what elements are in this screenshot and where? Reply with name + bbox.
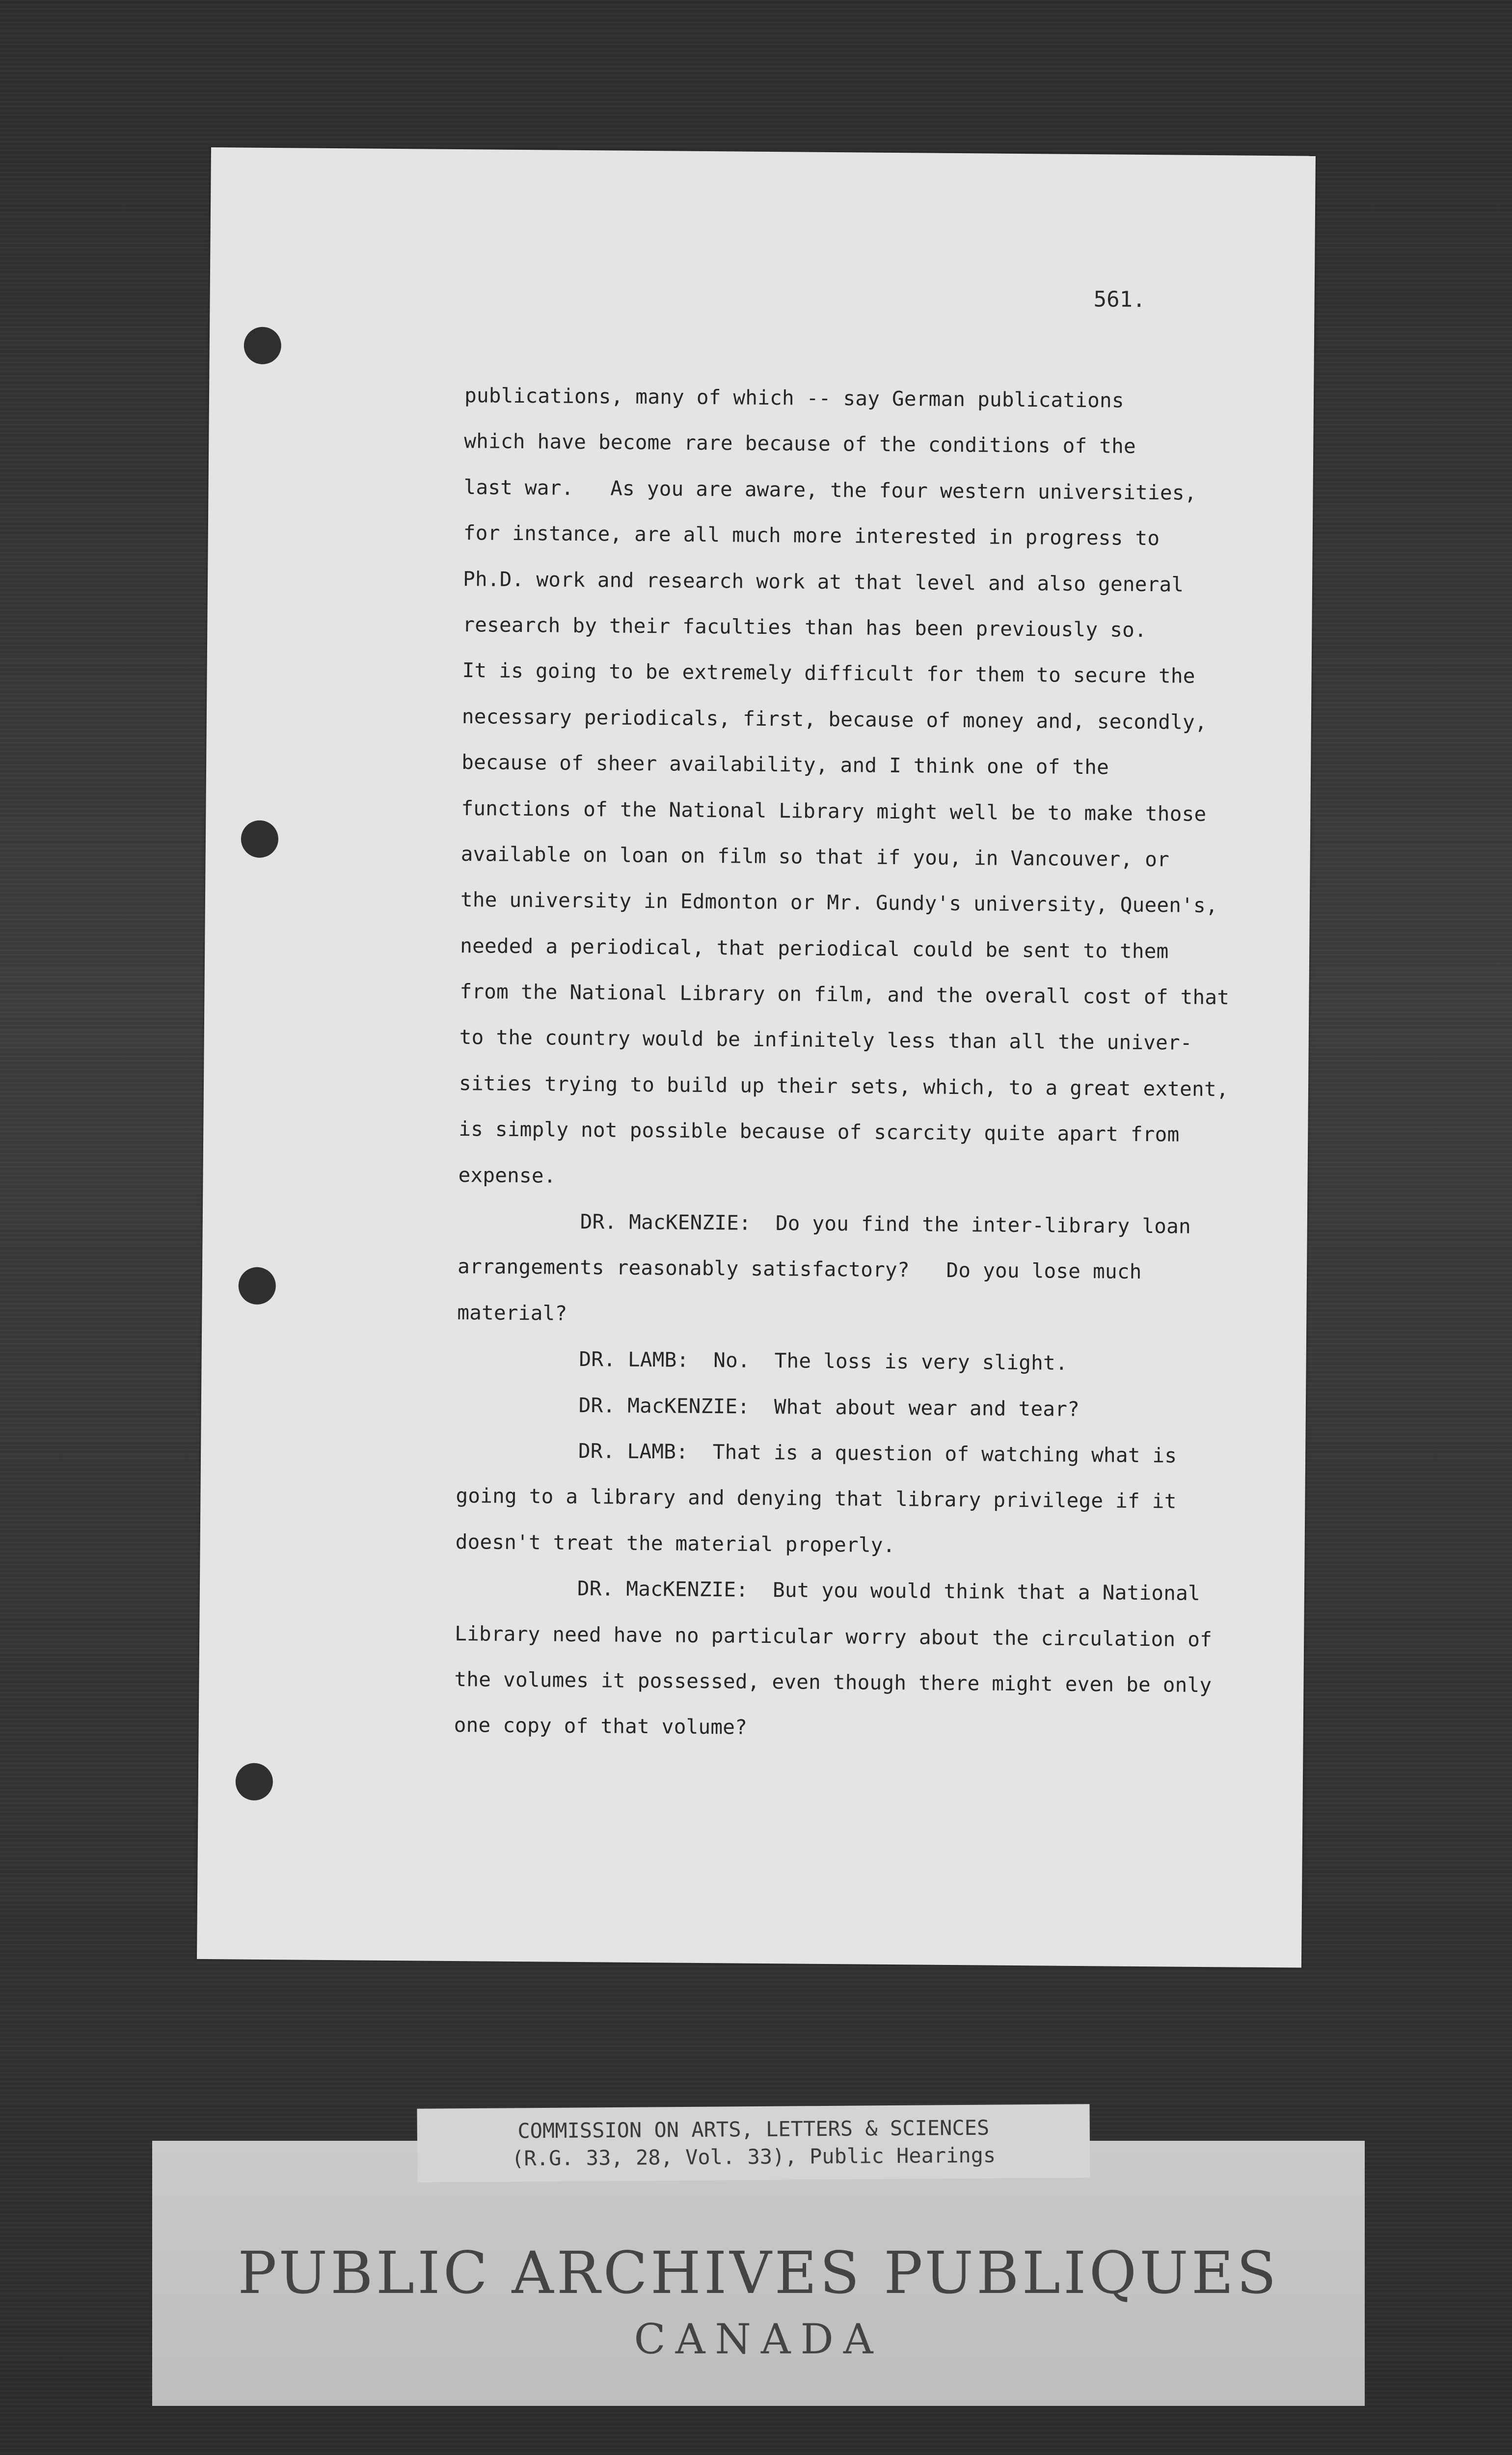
text-line: DR. LAMB: That is a question of watching what is [456, 1438, 1177, 1468]
text-line: going to a library and denying that library privilege if it [456, 1484, 1177, 1513]
text-line: arrangements reasonably satisfactory? Do you lose much [457, 1255, 1142, 1284]
archive-label [417, 2104, 1090, 2182]
archives-band [152, 2141, 1365, 2406]
page-number: 561. [1093, 287, 1146, 312]
text-line: sities trying to build up their sets, which, to a great extent, [459, 1071, 1229, 1101]
text-line: Ph.D. work and research work at that level and also general [462, 567, 1184, 597]
text-line: available on loan on film so that if you, in Vancouver, or [460, 842, 1170, 872]
text-line: which have become rare because of the conditions of the [464, 429, 1136, 459]
punch-hole-2 [241, 820, 279, 858]
typed-body [454, 373, 1230, 1754]
text-line: because of sheer availability, and I think one of the [461, 750, 1109, 779]
text-line: expense. [458, 1163, 556, 1188]
text-line: DR. MacKENZIE: Do you find the inter-library loan [458, 1209, 1191, 1238]
punch-hole-1 [244, 327, 282, 365]
text-line: research by their faculties than has been previously so. [462, 613, 1147, 642]
text-line: from the National Library on film, and the overall cost of that [459, 980, 1230, 1009]
text-line: the volumes it possessed, even though there might even be only [454, 1667, 1212, 1697]
text-line: to the country would be infinitely less than all the univer- [459, 1025, 1192, 1055]
punch-hole-3 [238, 1267, 276, 1305]
text-line: functions of the National Library might well be to make those [461, 796, 1207, 826]
text-line: one copy of that volume? [454, 1713, 748, 1740]
text-line: It is going to be extremely difficult for them to secure the [462, 658, 1195, 688]
text-line: DR. MacKENZIE: But you would think that a National [455, 1576, 1201, 1606]
archive-label-line-1: COMMISSION ON ARTS, LETTERS & SCIENCES [517, 2115, 990, 2143]
text-line: for instance, are all much more interested in progress to [463, 521, 1160, 550]
text-line: DR. LAMB: No. The loss is very slight. [457, 1346, 1068, 1375]
text-line: the university in Edmonton or Mr. Gundy's university, Queen's, [460, 888, 1218, 918]
archives-title: PUBLIC ARCHIVES PUBLIQUES [238, 2239, 1279, 2307]
document-page [197, 147, 1316, 1968]
archives-country: CANADA [634, 2315, 883, 2363]
text-line: last war. As you are aware, the four western universities, [463, 475, 1197, 505]
text-line: publications, many of which -- say German publications [464, 383, 1124, 412]
punch-hole-4 [236, 1763, 273, 1800]
text-line: Library need have no particular worry about the circulation of [455, 1621, 1213, 1651]
text-line: doesn't treat the material properly. [455, 1529, 895, 1557]
text-line: needed a periodical, that periodical could be sent to them [460, 933, 1169, 963]
text-line: material? [457, 1300, 567, 1325]
text-line: necessary periodicals, first, because of money and, secondly, [461, 704, 1207, 734]
text-line: is simply not possible because of scarcity quite apart from [459, 1117, 1180, 1146]
text-line: DR. MacKENZIE: What about wear and tear? [456, 1392, 1080, 1421]
archive-label-line-2: (R.G. 33, 28, Vol. 33), Public Hearings [511, 2143, 996, 2171]
